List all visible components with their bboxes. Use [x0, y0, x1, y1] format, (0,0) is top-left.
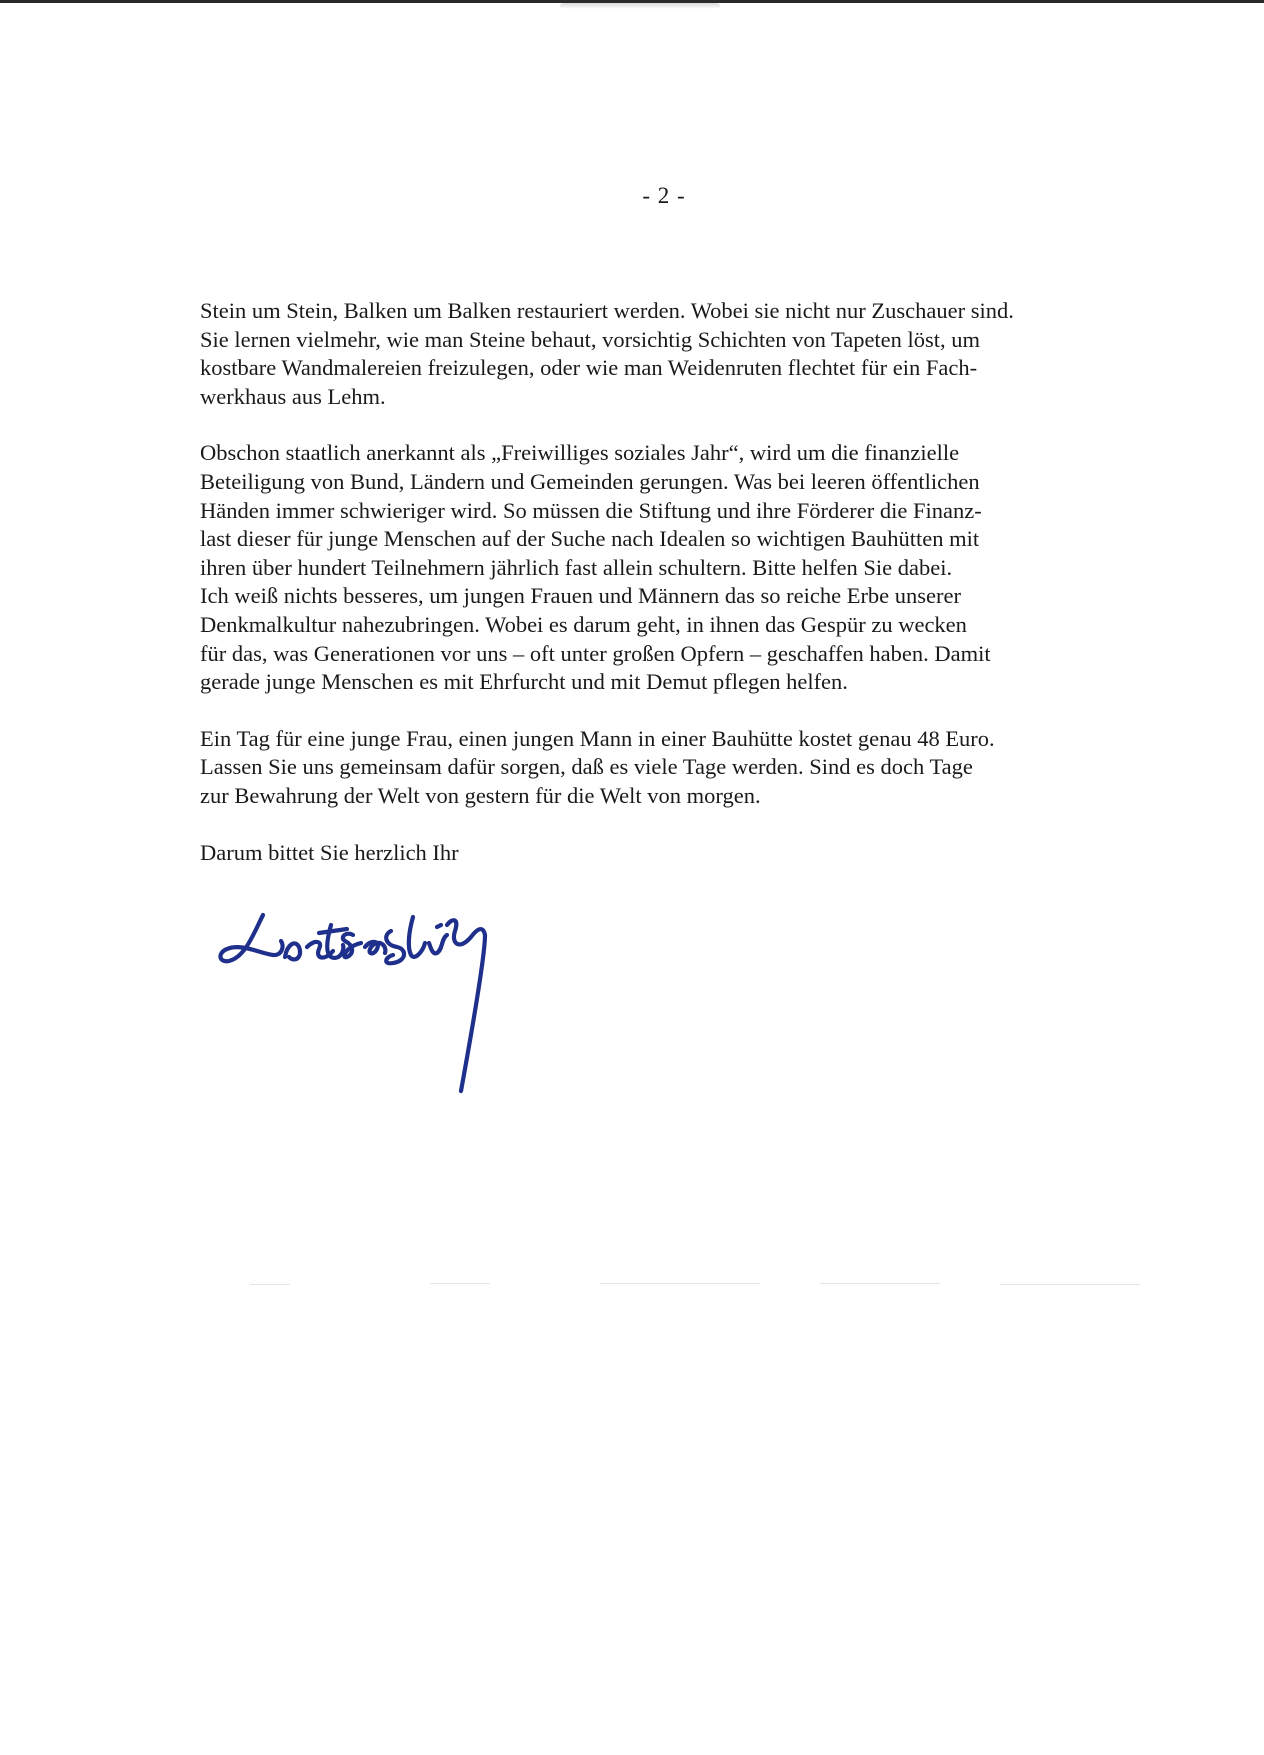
- paragraph-line: Händen immer schwieriger wird. So müssen die Stiftung und ihre Förderer die Finanz-: [200, 497, 982, 523]
- paragraph-line: Beteiligung von Bund, Ländern und Gemeinden gerungen. Was bei leeren öffentlichen: [200, 468, 980, 494]
- scan-artifact-line: [250, 1284, 290, 1285]
- paragraph-line: Ich weiß nichts besseres, um jungen Frauen und Männern das so reiche Erbe unserer: [200, 583, 962, 609]
- paragraph-line: Stein um Stein, Balken um Balken restauriert werden. Wobei sie nicht nur Zuschauer sind.: [200, 298, 1014, 323]
- signature-stroke: [429, 935, 447, 953]
- signature-stroke: [365, 942, 385, 953]
- scan-artifact-line: [1000, 1284, 1140, 1285]
- paragraph-2: [200, 439, 1220, 696]
- signature-stroke: [447, 920, 485, 1091]
- closing-line: [200, 839, 1220, 868]
- paragraph-line: Denkmalkultur nahezubringen. Wobei es darum geht, in ihnen das Gespür zu wecken: [200, 611, 967, 637]
- paragraph-line: ihren über hundert Teilnehmern jährlich fast allein schultern. Bitte helfen Sie dabei.: [200, 554, 953, 580]
- paragraph-line: gerade junge Menschen es mit Ehrfurcht und mit Demut pflegen helfen.: [200, 669, 848, 695]
- scan-artifact-line: [600, 1283, 760, 1284]
- paragraph-line: Ein Tag für eine junge Frau, einen jungen Mann in einer Bauhütte kostet genau 48 Euro.: [200, 725, 995, 751]
- paragraph-line: für das, was Generationen vor uns – oft unter großen Opfern – geschaffen haben. Damit: [200, 640, 991, 666]
- signature-stroke: [319, 929, 347, 933]
- paragraph-line: Lassen Sie uns gemeinsam dafür sorgen, daß es viele Tage werden. Sind es doch Tage: [200, 754, 973, 780]
- signature-stroke: [386, 931, 404, 963]
- scan-artifact-line: [820, 1283, 940, 1284]
- page-number: - 2 -: [642, 183, 686, 208]
- signature-stroke: [285, 943, 300, 959]
- paragraph-line: kostbare Wandmalereien freizulegen, oder wie man Weidenruten flechtet für ein Fach-: [200, 355, 978, 381]
- paragraph-line: werkhaus aus Lehm.: [200, 383, 386, 409]
- scan-artifact-line: [430, 1283, 490, 1284]
- signature-stroke: [343, 934, 361, 958]
- paragraph-line: Obschon staatlich anerkannt als „Freiwilliges soziales Jahr“, wird um die finanzielle: [200, 440, 960, 466]
- paragraph-3: [200, 725, 1220, 811]
- handwritten-signature: [215, 895, 575, 1125]
- letter-body: [200, 297, 1220, 867]
- closing-text: Darum bittet Sie herzlich Ihr: [200, 839, 459, 865]
- signature-stroke: [220, 915, 282, 961]
- paragraph-line: zur Bewahrung der Welt von gestern für die Welt von morgen.: [200, 782, 761, 808]
- signature-stroke: [437, 925, 441, 927]
- signature-stroke: [409, 917, 425, 957]
- paragraph-line: Sie lernen vielmehr, wie man Steine behaut, vorsichtig Schichten von Tapeten löst, um: [200, 326, 981, 352]
- paragraph-1: [200, 297, 1220, 411]
- paragraph-line: last dieser für junge Menschen auf der Suche nach Idealen so wichtigen Bauhütten mit: [200, 526, 980, 552]
- scan-top-shadow: [560, 3, 720, 9]
